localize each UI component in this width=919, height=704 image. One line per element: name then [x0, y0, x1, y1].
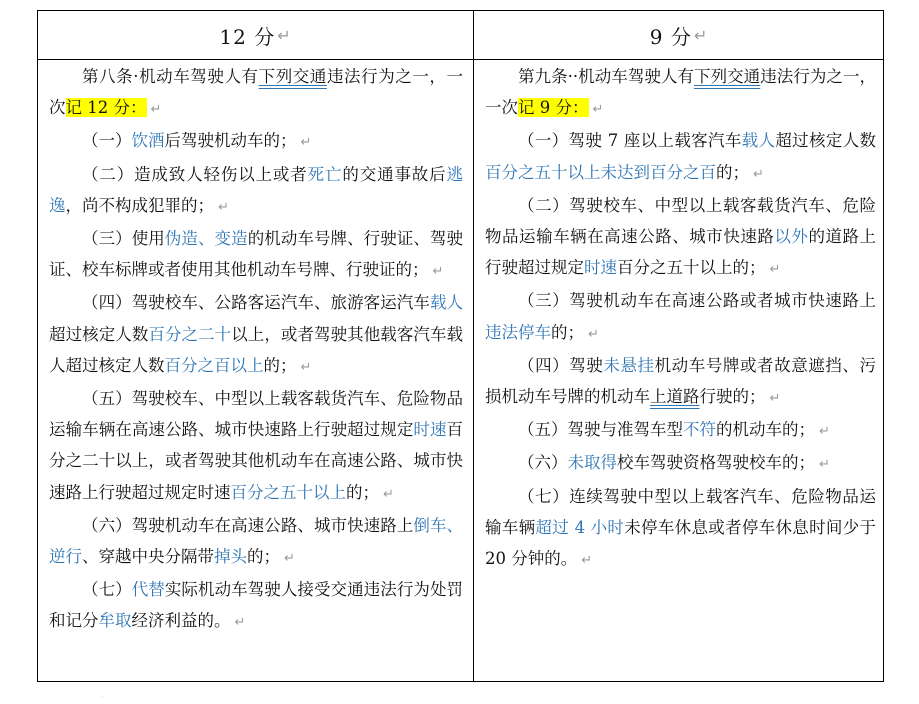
article-9-intro: 第九条··机动车驾驶人有下列交通违法行为之一，一次记 9 分： ↵ [485, 67, 877, 118]
return-mark-icon: ↵ [819, 424, 830, 440]
article-9-item-5: （五）驾驶与准驾车型不符的机动车的； ↵ [518, 420, 830, 440]
article-9-item-3: （三）驾驶机动车在高速公路或者城市快速路上违法停车的； ↵ [485, 291, 876, 342]
return-mark-icon: ↵ [300, 135, 312, 151]
return-mark-icon: ↵ [432, 264, 444, 280]
article-8-item-2: （二）造成致人轻伤以上或者死亡的交通事故后逃逸，尚不构成犯罪的； ↵ [49, 164, 464, 215]
article-9-item-4: （四）驾驶未悬挂机动车号牌或者故意遮挡、污损机动车号牌的机动车上道路行驶的； ↵ [485, 355, 877, 407]
article-8-item-5: （五）驾驶校车、中型以上载客载货汽车、危险物品运输车辆在高速公路、城市快速路上行驶超过规定时速百分之二十以上，或者驾驶其他机动车在高速公路、城市快速路上行驶超过规定时速百分之五十以上的； ↵ [49, 389, 463, 502]
return-mark-icon: ↵ [819, 457, 830, 473]
return-mark-icon: ↵ [218, 199, 229, 215]
regulation-table [37, 10, 884, 682]
header-label: 12 分 [219, 24, 276, 49]
header-12-points [38, 11, 473, 59]
article-8-intro: 第八条·机动车驾驶人有下列交通违法行为之一，一次记 12 分： ↵ [49, 67, 464, 118]
article-8-item-4: （四）驾驶校车、公路客运汽车、旅游客运汽车载人超过核定人数百分之二十以上，或者驾驶其他载客汽车载人超过核定人数百分之百以上的； ↵ [49, 293, 464, 375]
return-mark-icon: ↵ [383, 486, 394, 502]
header-label: 9 分 [649, 24, 692, 49]
return-mark-icon: ↵ [234, 615, 246, 631]
table-header-row [38, 11, 883, 60]
return-mark-icon: ↵ [150, 102, 162, 118]
points-highlight: 记 9 分 [518, 98, 572, 118]
points-highlight: 记 12 分 [65, 98, 130, 118]
return-mark-icon: ↵ [769, 391, 781, 407]
return-mark-icon: ↵ [588, 326, 599, 342]
return-mark-icon: ↵ [277, 25, 292, 45]
return-mark-icon: ↵ [753, 166, 764, 182]
return-mark-icon: ↵ [592, 102, 604, 118]
article-9-item-7: （七）连续驾驶中型以上载客汽车、危险物品运输车辆超过 4 小时未停车休息或者停车休息时间少于 20 分钟的。 ↵ [485, 486, 877, 569]
return-mark-icon: ↵ [693, 25, 709, 45]
return-mark-icon: ↵ [769, 262, 781, 278]
stray-mark: · [101, 693, 104, 702]
article-8-item-3: （三）使用伪造、变造的机动车号牌、行驶证、驾驶证、校车标牌或者使用其他机动车号牌、行驶证的； ↵ [49, 229, 464, 280]
article-9-item-6: （六）未取得校车驾驶资格驾驶校车的； ↵ [518, 453, 830, 473]
article-8-item-1: （一）饮酒后驾驶机动车的； ↵ [82, 131, 312, 151]
return-mark-icon: ↵ [581, 553, 593, 569]
article-9-item-1: （一）驾驶 7 座以上载客汽车载人超过核定人数百分之五十以上未达到百分之百的； ↵ [485, 131, 876, 182]
article-8-item-7: （七）代替实际机动车驾驶人接受交通违法行为处罚和记分牟取经济利益的。 ↵ [49, 580, 464, 631]
return-mark-icon: ↵ [300, 359, 312, 375]
article-9-item-2: （二）驾驶校车、中型以上载客载货汽车、危险物品运输车辆在高速公路、城市快速路以外的道路上行驶超过规定时速百分之五十以上的； ↵ [485, 195, 877, 278]
article-8-item-6: （六）驾驶机动车在高速公路、城市快速路上倒车、逆行、穿越中央分隔带掉头的； ↵ [49, 515, 464, 567]
article-8-cell [38, 60, 473, 639]
article-9-cell [474, 60, 884, 576]
header-9-points [474, 11, 884, 59]
return-mark-icon: ↵ [284, 551, 295, 567]
